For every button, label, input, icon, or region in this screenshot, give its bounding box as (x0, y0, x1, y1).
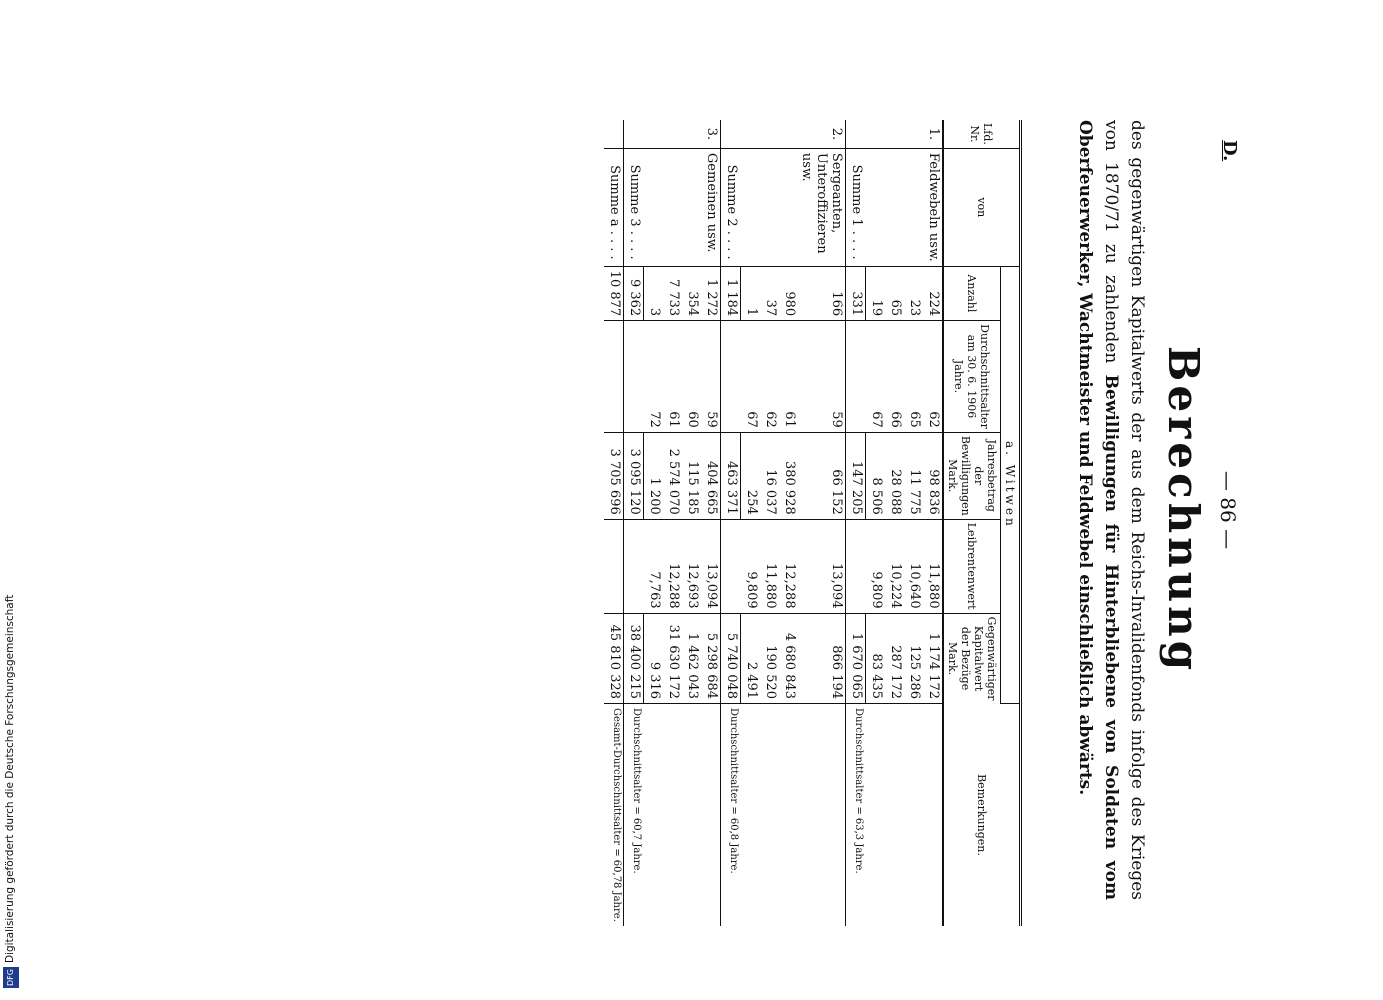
table-cell: 66 152 (798, 432, 846, 519)
table-cell (866, 120, 886, 148)
table-cell: 5 298 684 (701, 613, 721, 703)
table-cell (885, 120, 904, 148)
table-cell (798, 704, 846, 926)
table-cell: 463 371 (721, 432, 741, 519)
table-cell: 8 506 (866, 432, 886, 519)
table-cell (624, 321, 644, 433)
table-cell (760, 120, 779, 148)
table-cell: 2 491 (741, 613, 761, 703)
table-cell (721, 519, 741, 613)
table-cell (663, 120, 682, 148)
table-cell: 72 (644, 321, 664, 433)
table-cell (846, 519, 866, 613)
table-cell: 61 (779, 321, 798, 433)
table-cell (904, 120, 923, 148)
table-cell (866, 704, 886, 926)
table-cell (904, 704, 923, 926)
table-cell: 354 (682, 266, 701, 321)
table-cell (682, 704, 701, 926)
group-title: a. Witwen (1001, 266, 1021, 703)
sum-row (624, 120, 644, 926)
table-row (923, 120, 943, 926)
table-cell: 1 (741, 266, 761, 321)
table-cell: 5 740 048 (721, 613, 741, 703)
table-cell: 60 (682, 321, 701, 433)
table-cell: 12,693 (682, 519, 701, 613)
table-cell (741, 120, 761, 148)
table-cell: 190 520 (760, 613, 779, 703)
subtitle-bold: Bewilligungen für Hinterbliebene von Soldaten vom Oberfeuerwerker, Wachtmeister und Feldwebel einschließlich abwärts. (1075, 120, 1121, 901)
table-cell: Gesamt-Durchschnittsalter = 60,78 Jahre. (604, 704, 624, 926)
table-cell: 62 (760, 321, 779, 433)
table-cell: 331 (846, 266, 866, 321)
table-cell (741, 704, 761, 926)
sum-row (846, 120, 866, 926)
table-cell (779, 120, 798, 148)
table-cell (866, 148, 886, 266)
col-alter: Durchschnittsalter am 30. 6. 1906 Jahre. (943, 321, 1001, 433)
table-cell: Summe a . . . . (604, 148, 624, 266)
table-cell: 3. (701, 120, 721, 148)
table-cell: 38 400 215 (624, 613, 644, 703)
page-subtitle (1072, 120, 1150, 900)
table-cell: 1 462 043 (682, 613, 701, 703)
table-cell: 7,763 (644, 519, 664, 613)
section-label: D. (1219, 140, 1240, 162)
table-cell: Summe 2 . . . . (721, 148, 741, 266)
table-cell: 224 (923, 266, 943, 321)
table-cell: 11 775 (904, 432, 923, 519)
page-number: — 86 — (1216, 470, 1240, 550)
table-cell: 287 172 (885, 613, 904, 703)
table-cell: 1 670 065 (846, 613, 866, 703)
table-cell (624, 519, 644, 613)
table-row (779, 120, 798, 926)
table-cell (846, 120, 866, 148)
table-row (682, 120, 701, 926)
col-anzahl: Anzahl (943, 266, 1001, 321)
table-cell: 98 836 (923, 432, 943, 519)
rotated-content (140, 120, 1240, 922)
table-cell: Durchschnittsalter = 60,8 Jahre. (721, 704, 741, 926)
table-cell (604, 321, 624, 433)
table-cell: 3 705 696 (604, 432, 624, 519)
table-cell (644, 704, 664, 926)
table-cell: 380 928 (779, 432, 798, 519)
table-cell (663, 148, 682, 266)
table-cell (682, 148, 701, 266)
table-cell: 4 680 843 (779, 613, 798, 703)
table-cell: 31 630 172 (663, 613, 682, 703)
table-cell: 1. (923, 120, 943, 148)
table-row (663, 120, 682, 926)
page-title: Berechnung (1159, 345, 1208, 675)
table-cell: 65 (885, 266, 904, 321)
table-cell: 10,640 (904, 519, 923, 613)
table-cell (682, 120, 701, 148)
table-cell: 59 (701, 321, 721, 433)
table-cell (721, 321, 741, 433)
col-jahresbetrag: Jahresbetrag der Bewilligungen Mark. (943, 432, 1001, 519)
table-cell (604, 120, 624, 148)
table-cell: 61 (663, 321, 682, 433)
document-page (140, 120, 1240, 922)
col-kapital: Gegenwärtiger Kapitalwert der Bezüge Mark. (943, 613, 1001, 703)
subtitle-plain: des gegenwärtigen Kapitalwerts der aus dem Reichs-Invalidenfonds infolge des Krieges von 1870/71 zu zahlenden (1101, 120, 1147, 900)
table-cell: 37 (760, 266, 779, 321)
table-row (904, 120, 923, 926)
table-cell: Sergeanten, Unteroffizieren usw. (798, 148, 846, 266)
table-cell (741, 148, 761, 266)
table-cell (760, 704, 779, 926)
table-cell: 65 (904, 321, 923, 433)
table-cell: 2 574 070 (663, 432, 682, 519)
table-cell: 62 (923, 321, 943, 433)
table-cell (721, 120, 741, 148)
table-cell (760, 148, 779, 266)
table-cell (701, 704, 721, 926)
table-cell: 3 095 120 (624, 432, 644, 519)
table-cell: 147 205 (846, 432, 866, 519)
group-2 (721, 120, 846, 926)
col-nr: Lfd. Nr. (943, 120, 1021, 148)
credit-text: Digitalisierung gefördert durch die Deutsche Forschungsgemeinschaft (4, 594, 16, 964)
table-cell: 1 272 (701, 266, 721, 321)
table-cell: 254 (741, 432, 761, 519)
table-cell: 3 (644, 266, 664, 321)
table-row (701, 120, 721, 926)
col-bemerkungen: Bemerkungen. (943, 704, 1021, 926)
table-cell: Gemeinen usw. (701, 148, 721, 266)
table-cell: 115 185 (682, 432, 701, 519)
col-leibrente: Leibrentenwert (943, 519, 1001, 613)
sum-row (721, 120, 741, 926)
table-cell: 10,224 (885, 519, 904, 613)
group-3 (624, 120, 721, 926)
table-cell: 1 200 (644, 432, 664, 519)
table-cell: 11,880 (923, 519, 943, 613)
table-cell: 1 174 172 (923, 613, 943, 703)
table-cell: 9 316 (644, 613, 664, 703)
table-cell: 13,094 (701, 519, 721, 613)
table-cell (779, 704, 798, 926)
table-row (885, 120, 904, 926)
table-row (741, 120, 761, 926)
table-cell: 23 (904, 266, 923, 321)
table-cell: 28 088 (885, 432, 904, 519)
table-cell: 404 665 (701, 432, 721, 519)
table-cell: 67 (741, 321, 761, 433)
table-cell: Summe 3 . . . . (624, 148, 644, 266)
table-cell (624, 120, 644, 148)
table-cell (779, 148, 798, 266)
table-cell: 66 (885, 321, 904, 433)
table-cell (663, 704, 682, 926)
table-row (760, 120, 779, 926)
col-von: von (943, 148, 1021, 266)
total-section (604, 120, 624, 926)
table-cell (904, 148, 923, 266)
table-cell: 980 (779, 266, 798, 321)
table-cell: 67 (866, 321, 886, 433)
table-cell: 166 (798, 266, 846, 321)
table-cell: 11,880 (760, 519, 779, 613)
table-cell: 13,094 (798, 519, 846, 613)
table-row (798, 120, 846, 926)
table-cell: 7 733 (663, 266, 682, 321)
table-cell (644, 120, 664, 148)
table-cell (885, 704, 904, 926)
table-cell (604, 519, 624, 613)
table-cell: 83 435 (866, 613, 886, 703)
table-cell: 866 194 (798, 613, 846, 703)
table-cell: 10 877 (604, 266, 624, 321)
table-cell: 12,288 (779, 519, 798, 613)
calculation-table (604, 120, 1022, 922)
dfg-logo: DFG (3, 967, 19, 988)
table-cell: Feldwebeln usw. (923, 148, 943, 266)
table-cell: 12,288 (663, 519, 682, 613)
table-row (866, 120, 886, 926)
table-cell: 59 (798, 321, 846, 433)
table-cell: 125 286 (904, 613, 923, 703)
table-cell: Durchschnittsalter = 63,3 Jahre. (846, 704, 866, 926)
table-cell: 1 184 (721, 266, 741, 321)
table-cell: 45 810 328 (604, 613, 624, 703)
table-row (644, 120, 664, 926)
digitization-credit (2, 0, 18, 1000)
table-cell: Summe 1 . . . . (846, 148, 866, 266)
table-cell (644, 148, 664, 266)
table-cell: 9,809 (866, 519, 886, 613)
table-cell: 9,809 (741, 519, 761, 613)
table-cell: 2. (798, 120, 846, 148)
table-cell (885, 148, 904, 266)
total-row (604, 120, 624, 926)
table-cell: 19 (866, 266, 886, 321)
table-cell (846, 321, 866, 433)
table-cell (923, 704, 943, 926)
table-cell: Durchschnittsalter = 60,7 Jahre. (624, 704, 644, 926)
table-cell: 9 362 (624, 266, 644, 321)
group-1 (846, 120, 944, 926)
table-cell: 16 037 (760, 432, 779, 519)
